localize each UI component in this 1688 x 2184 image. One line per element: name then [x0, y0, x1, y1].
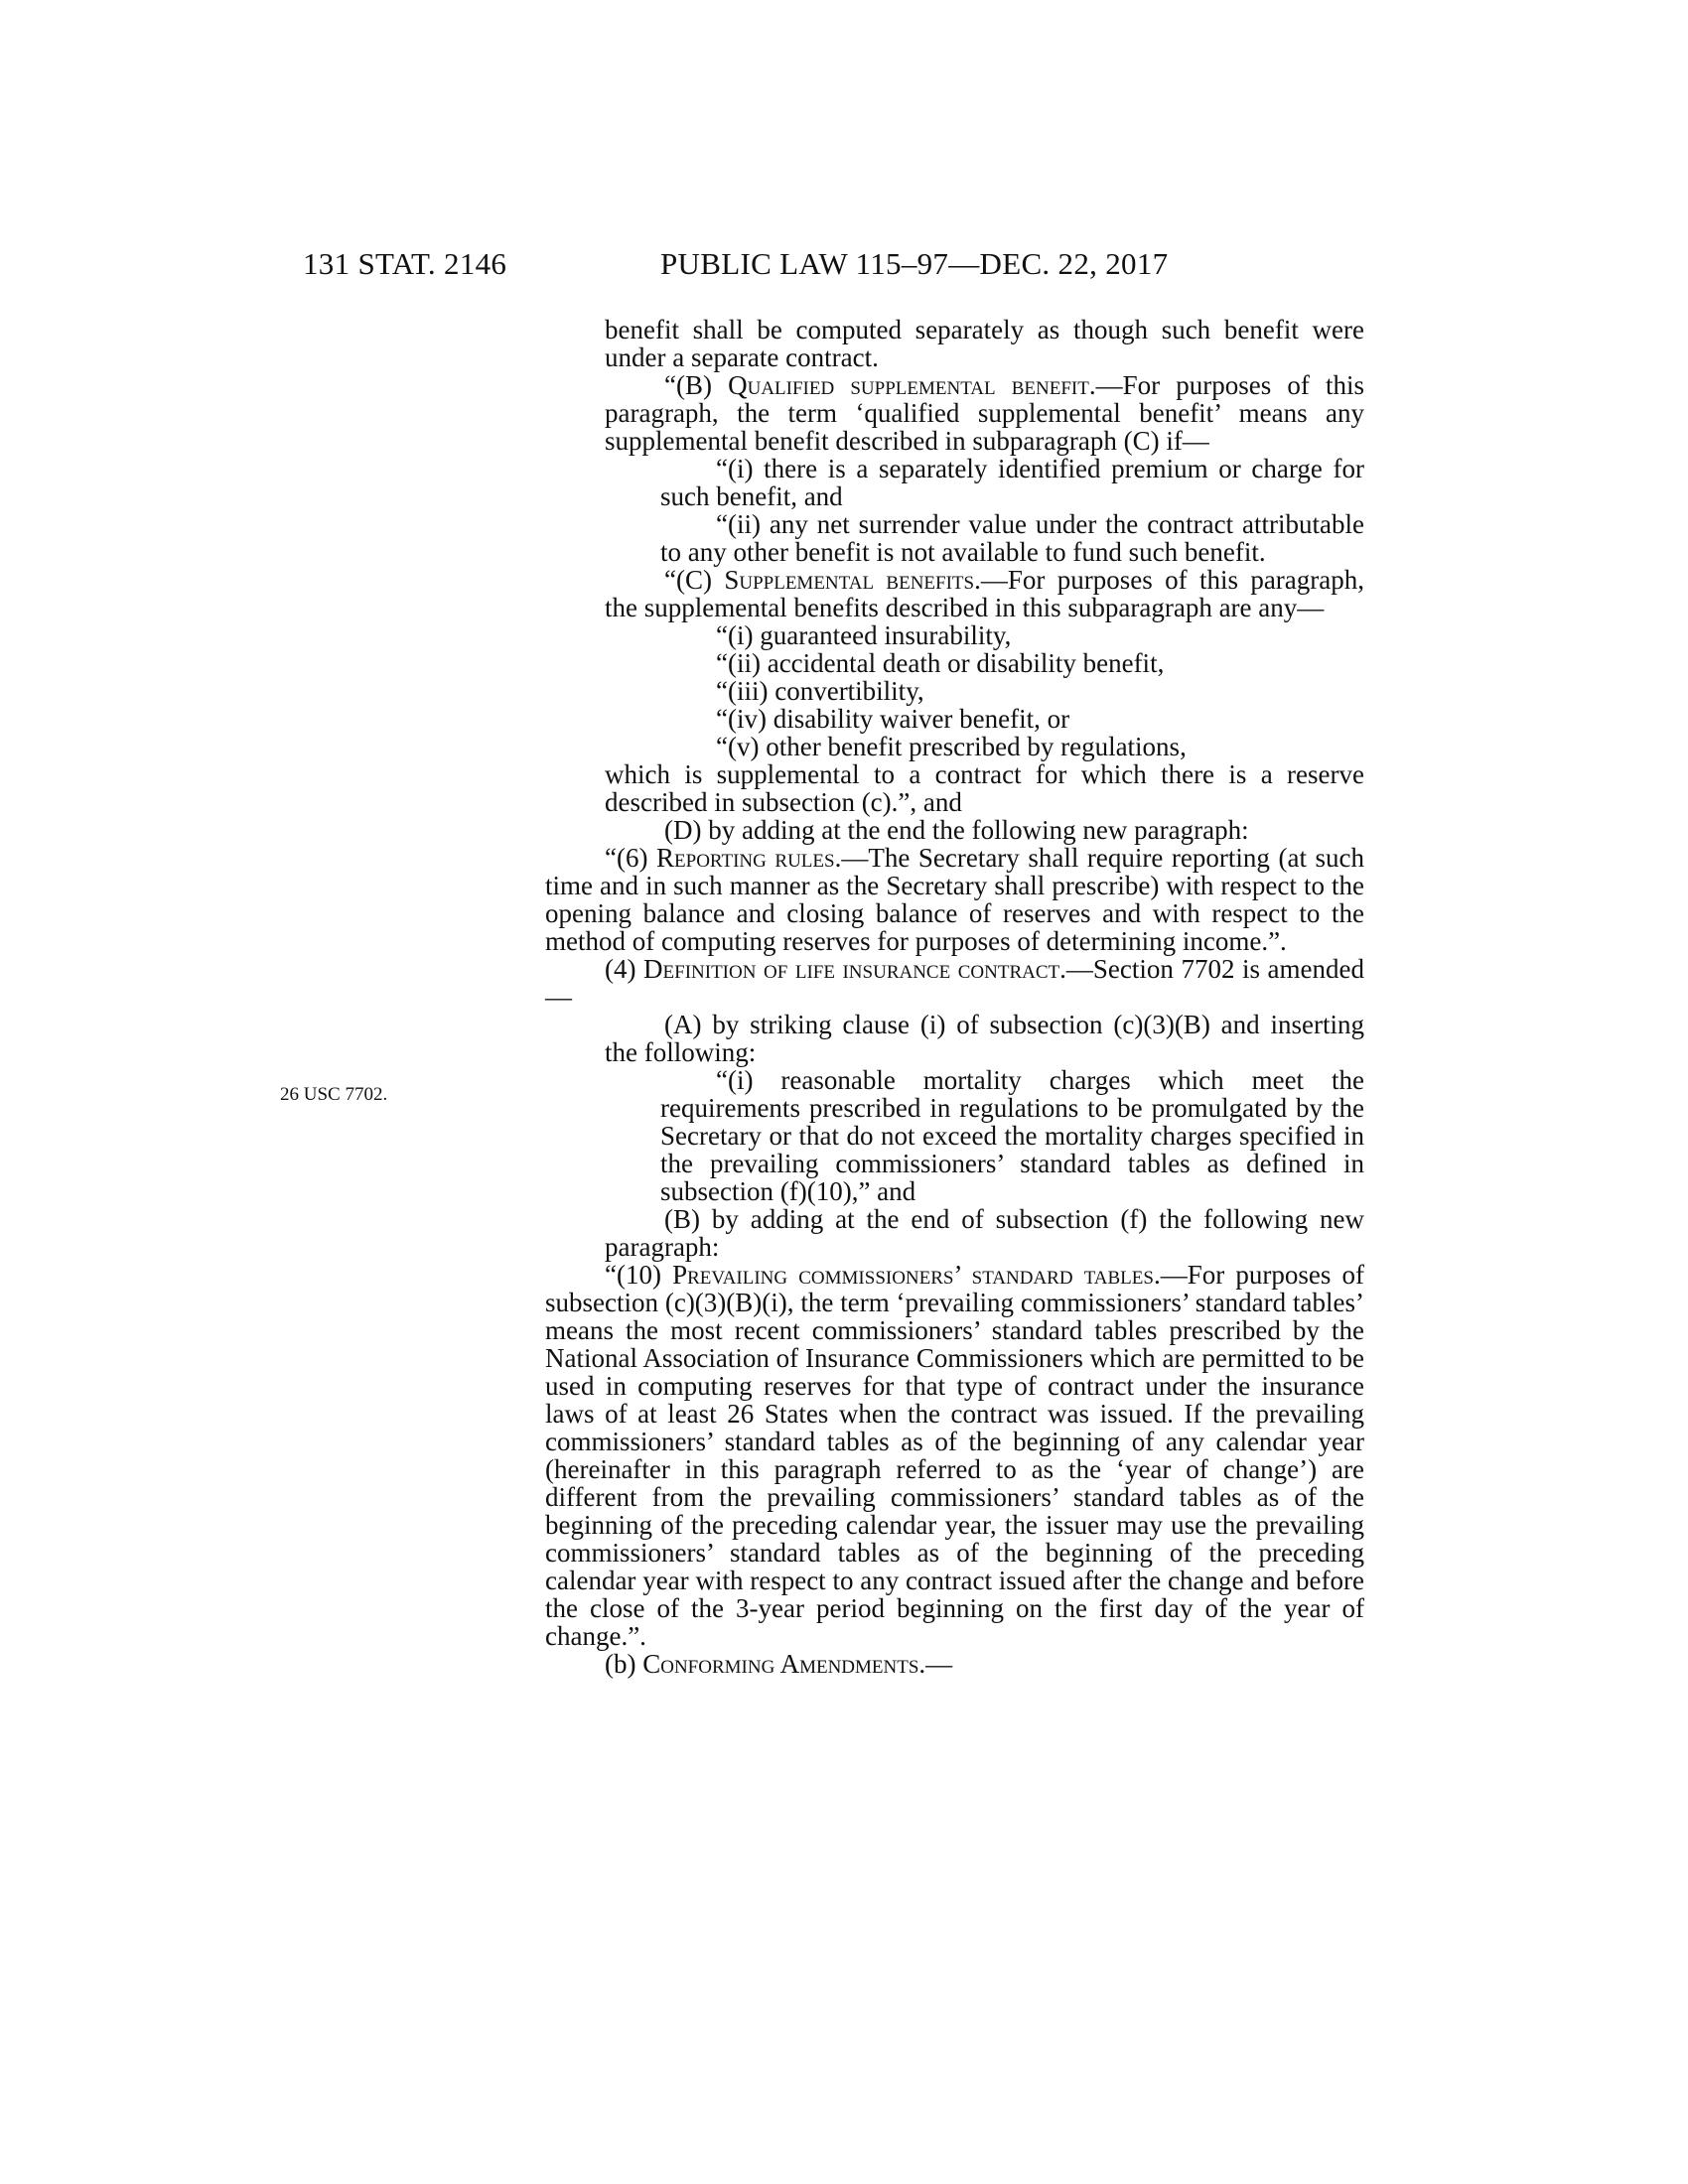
heading: Conforming Amendments [642, 1649, 919, 1679]
paragraph-continuation: benefit shall be computed separately as though such benefit were under a separate contract. [605, 315, 1364, 372]
lead: “(10) [605, 1260, 673, 1290]
heading: Supplemental benefits [724, 565, 975, 595]
subparagraph-b [545, 371, 1364, 455]
margin-citation: 26 USC 7702. [280, 1084, 388, 1105]
list-item: “(ii) accidental death or disability benefit, [716, 648, 1165, 678]
paragraph-6 [545, 844, 1364, 955]
list-item: “(v) other benefit prescribed by regulations, [716, 732, 1187, 761]
paragraph-continuation: which is supplemental to a contract for which there is a reserve described in subsection (c).”, and [605, 759, 1364, 817]
text: .—For purposes of this paragraph, the supplemental benefits described in this subparagraph are any— [605, 565, 1365, 622]
list-item: “(iii) convertibility, [716, 676, 924, 706]
statute-text [545, 316, 1364, 1678]
subparagraph-a: (A) by striking clause (i) of subsection (c)(3)(B) and inserting the following: [605, 1010, 1364, 1067]
subparagraph-c [545, 566, 1364, 621]
lead: “(B) [664, 370, 729, 400]
subsection-b [545, 1650, 1364, 1678]
law-title: PUBLIC LAW 115–97—DEC. 22, 2017 [660, 246, 1169, 281]
text: .—The Secretary shall require reporting (at such time and in such manner as the Secretary shall prescribe) with respect to the opening balance and closing balance of reserves and with respect to the method of computing reserves for purposes of determining income.”. [545, 843, 1364, 956]
heading: Prevailing commissioners’ standard tables [672, 1260, 1154, 1290]
text: .—Section 7702 is amended— [545, 954, 1364, 1012]
page-reference: 131 STAT. 2146 [303, 246, 507, 281]
subparagraph-b: (B) by adding at the end of subsection (f) the following new paragraph: [605, 1204, 1364, 1262]
text: .— [918, 1649, 953, 1679]
heading: Qualified supplemental benefit [728, 370, 1089, 400]
lead: (b) [605, 1649, 643, 1679]
paragraph-10 [545, 1261, 1364, 1650]
clause-i: “(i) reasonable mortality charges which meet the requirements prescribed in regulations to be promulgated by the Secretary or that do not exceed the mortality charges specified in the prevailing commissioners’ standard tables as defined in subsection (f)(10),” and [660, 1065, 1364, 1206]
text: .—For purposes of subsection (c)(3)(B)(i), the term ‘prevailing commissioners’ standard tables’ means the most recent commissioners’ standard tables prescribed by the National Association of Insurance Commissioners which are permitted to be used in computing reserves for that type of contract under the insurance laws of at least 26 States when the contract was issued. If the prevailing commissioners’ standard tables as of the beginning of any calendar year (hereinafter in this paragraph referred to as the ‘year of change’) are different from the prevailing commissioners’ standard tables as of the beginning of the preceding calendar year, the issuer may use the prevailing commissioners’ standard tables as of the beginning of the preceding calendar year with respect to any contract issued after the change and before the close of the 3-year period beginning on the first day of the year of change.”. [545, 1260, 1364, 1651]
clause-i: “(i) there is a separately identified premium or charge for such benefit, and [660, 454, 1364, 511]
text: .—For purposes of this paragraph, the term ‘qualified supplemental benefit’ means any supplemental benefit described in subparagraph (C) if— [605, 370, 1364, 456]
heading: Reporting rules [656, 843, 835, 873]
subparagraph-d: (D) by adding at the end the following new paragraph: [664, 815, 1249, 845]
heading: Definition of life insurance contract [643, 954, 1060, 984]
lead: “(6) [605, 843, 657, 873]
paragraph-4 [545, 955, 1364, 1011]
list-item: “(i) guaranteed insurability, [716, 620, 1012, 650]
lead: (4) [605, 954, 644, 984]
clause-ii: “(ii) any net surrender value under the contract attributable to any other benefit is not available to fund such benefit. [660, 509, 1364, 567]
list-item: “(iv) disability waiver benefit, or [716, 704, 1070, 734]
lead: “(C) [664, 565, 725, 595]
